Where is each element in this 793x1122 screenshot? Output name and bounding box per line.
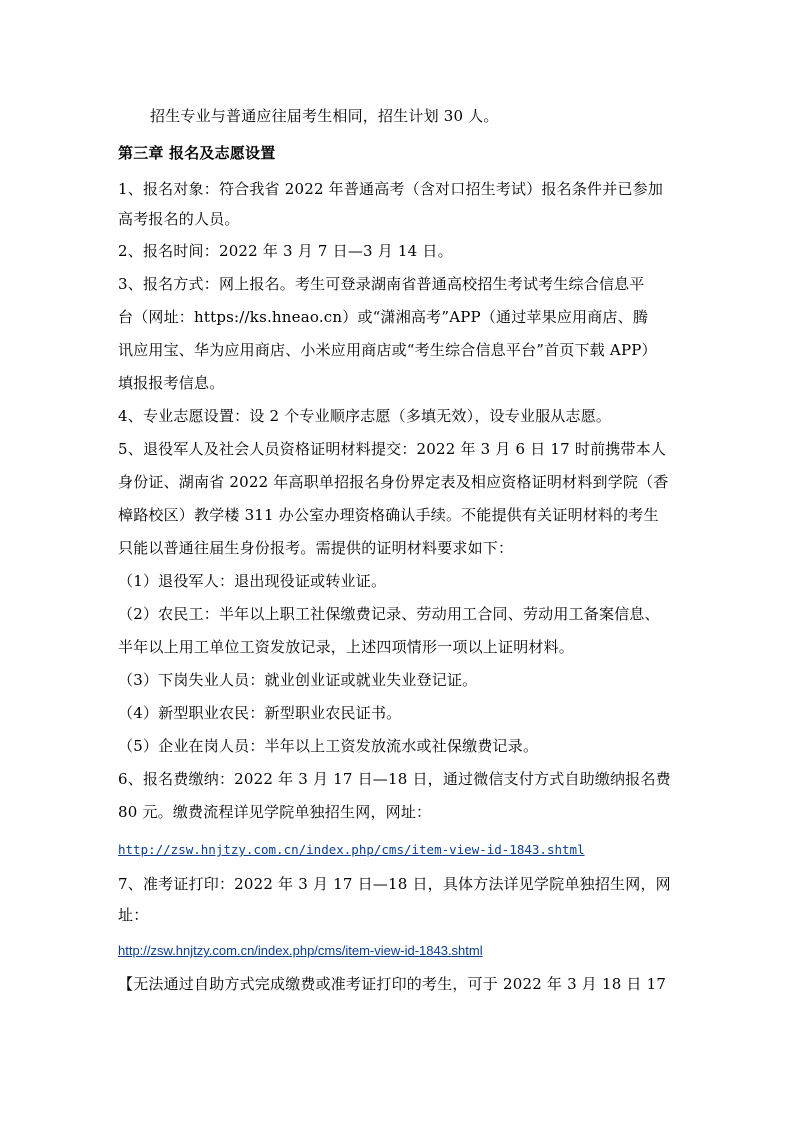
- paragraph-line: 招生专业与普通应往届考生相同，招生计划 30 人。: [150, 107, 499, 125]
- paragraph-line: 5、退役军人及社会人员资格证明材料提交：2022 年 3 月 6 日 17 时前携带本人: [118, 440, 667, 458]
- paragraph-line: 址：: [118, 906, 149, 924]
- paragraph-line: 6、报名费缴纳：2022 年 3 月 17 日—18 日，通过微信支付方式自助缴纳报名费: [118, 770, 671, 788]
- registration-fee-link[interactable]: http://zsw.hnjtzy.com.cn/index.php/cms/item-view-id-1843.shtml: [118, 842, 585, 857]
- paragraph-line: 4、专业志愿设置：设 2 个专业顺序志愿（多填无效），设专业服从志愿。: [118, 407, 612, 425]
- list-item: （5）企业在岗人员：半年以上工资发放流水或社保缴费记录。: [118, 737, 539, 755]
- paragraph-line: 半年以上用工单位工资发放记录，上述四项情形一项以上证明材料。: [118, 638, 575, 656]
- paragraph-line: 樟路校区）教学楼 311 办公室办理资格确认手续。不能提供有关证明材料的考生: [118, 506, 659, 524]
- list-item: （4）新型职业农民：新型职业农民证书。: [118, 704, 402, 722]
- paragraph-line: 7、准考证打印：2022 年 3 月 17 日—18 日，具体方法详见学院单独招生网，网: [118, 875, 671, 893]
- admission-ticket-link[interactable]: http://zsw.hnjtzy.com.cn/index.php/cms/item-view-id-1843.shtml: [118, 943, 483, 958]
- paragraph-line: 只能以普通往届生身份报考。需提供的证明材料要求如下：: [118, 539, 514, 557]
- paragraph-line: 【无法通过自助方式完成缴费或准考证打印的考生，可于 2022 年 3 月 18 日 17: [118, 975, 667, 993]
- list-item: （3）下岗失业人员：就业创业证或就业失业登记证。: [118, 671, 478, 689]
- paragraph-line: 填报报考信息。: [118, 374, 225, 392]
- paragraph-line: 1、报名对象：符合我省 2022 年普通高考（含对口招生考试）报名条件并已参加: [118, 180, 664, 198]
- list-item: （1）退役军人：退出现役证或转业证。: [118, 572, 387, 590]
- paragraph-line: 80 元。缴费流程详见学院单独招生网，网址：: [118, 803, 432, 821]
- paragraph-line: 台（网址：https://ks.hneao.cn）或“潇湘高考”APP（通过苹果应用商店、腾: [118, 308, 649, 326]
- paragraph-line: 高考报名的人员。: [118, 210, 240, 228]
- paragraph-line: 2、报名时间：2022 年 3 月 7 日—3 月 14 日。: [118, 242, 453, 260]
- list-item: （2）农民工：半年以上职工社保缴费记录、劳动用工合同、劳动用工备案信息、: [118, 605, 660, 623]
- paragraph-line: 身份证、湖南省 2022 年高职单招报名身份界定表及相应资格证明材料到学院（香: [118, 473, 669, 491]
- paragraph-line: 讯应用宝、华为应用商店、小米应用商店或“考生综合信息平台”首页下载 APP）: [118, 341, 657, 359]
- paragraph-line: 3、报名方式：网上报名。考生可登录湖南省普通高校招生考试考生综合信息平: [118, 275, 645, 293]
- chapter-heading: 第三章 报名及志愿设置: [118, 144, 276, 162]
